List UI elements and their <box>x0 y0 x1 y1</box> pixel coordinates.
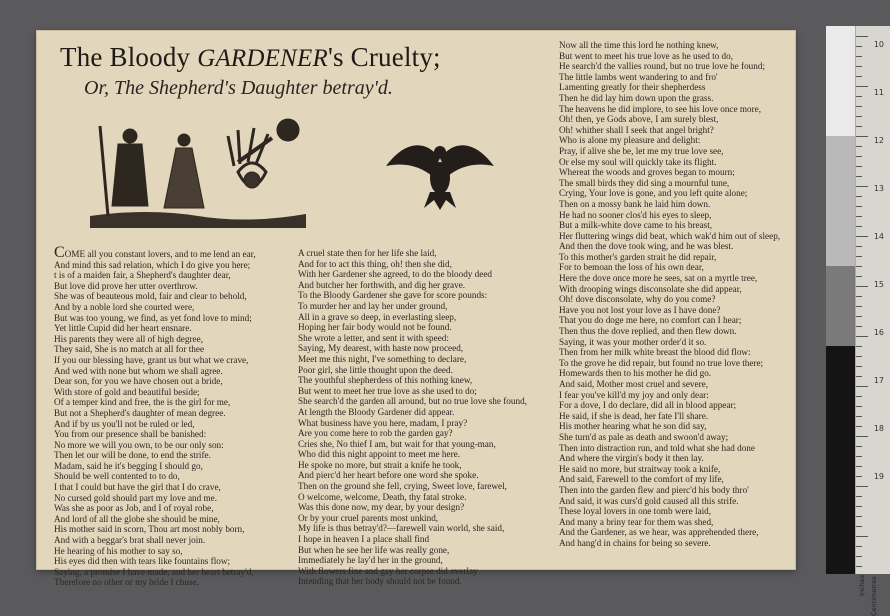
verse-line: Intending that her body should not be found. <box>298 576 462 587</box>
verse-line: The heavens he did implore, to see his love once more, <box>559 103 762 114</box>
verse-line: Are you come here to rob the garden gay? <box>298 428 453 439</box>
verse-line: Therefore no other or my bride I chuse. <box>54 577 199 588</box>
ruler-tick <box>856 56 862 57</box>
verse-line: He had no sooner clos'd his eyes to sleep, <box>559 209 712 220</box>
verse-line: Poor girl, she little thought upon the deed. <box>298 364 453 375</box>
verse-line: Oh! then, ye Gods above, I am surely blest, <box>559 114 719 125</box>
ruler-tick <box>856 66 862 67</box>
ruler-tick <box>856 266 862 267</box>
verse-line: He hearing of his mother to say so, <box>54 545 183 556</box>
verse-line: Should be well contented to to do, <box>54 471 180 482</box>
eagle-ornament <box>384 128 496 212</box>
verse-line: But not a Shepherd's daughter of mean degree. <box>54 407 226 418</box>
ruler-tick <box>856 106 862 107</box>
ruler-tick <box>856 246 862 247</box>
measuring-ruler <box>855 26 890 616</box>
verse-line: A cruel state then for her life she laid, <box>298 248 437 258</box>
verse-line: Homewards then to his mother he did go. <box>559 368 712 379</box>
verse-line: He spoke no more, but strait a knife he took, <box>298 459 462 470</box>
ruler-tick <box>856 406 862 407</box>
ruler-tick <box>856 316 862 317</box>
verse-line: Dear son, for you we have chosen out a bride, <box>54 376 223 387</box>
ruler-unit-cm: Centimetres <box>870 576 878 616</box>
ruler-tick <box>856 76 862 77</box>
woodcut-illustration <box>88 116 308 228</box>
ruler-tick <box>856 506 862 507</box>
verse-line: And lord of all the globe she should be mine, <box>54 513 220 524</box>
verse-line: Now all the time this lord he nothing knew, <box>559 40 719 50</box>
ruler-tick <box>856 116 862 117</box>
verse-line: The little lambs went wandering to and fro' <box>559 71 718 82</box>
ruler-tick <box>856 226 862 227</box>
verse-line: His parents they were all of high degree, <box>54 333 203 344</box>
ballad-column-2 <box>298 248 553 587</box>
verse-line: She turn'd as pale as death and swoon'd away; <box>559 431 729 442</box>
verse-line: And hang'd in chains for being so severe. <box>559 537 711 548</box>
ruler-tick <box>856 306 862 307</box>
verse-line: His mother said in scorn, Thou art most nobly born, <box>54 524 245 535</box>
ruler-number: 18 <box>873 424 884 433</box>
ruler-tick <box>856 366 862 367</box>
verse-line: Saying, My dearest, with haste now proceed, <box>298 343 464 354</box>
verse-line: COME all you constant lovers, and to me lend an ear, <box>54 244 256 261</box>
verse-line: Oh! whither shall I seek that angel bright? <box>559 124 714 135</box>
verse-line: These loyal lovers in one tomb were laid, <box>559 506 712 517</box>
verse-line: And if by us you'll not be ruled or led, <box>54 418 195 429</box>
verse-line: To this mother's garden strait he did repair, <box>559 251 717 262</box>
verse-line: She was of beauteous mold, fair and clear to behold, <box>54 291 247 302</box>
verse-line: I fear you've kill'd my joy and only dear: <box>559 389 709 400</box>
ruler-tick <box>856 456 862 457</box>
ruler-tick <box>856 86 868 87</box>
ruler-tick <box>856 466 862 467</box>
ballad-column-1 <box>54 244 304 588</box>
ruler-tick <box>856 526 862 527</box>
verse-line: I hope in heaven I a place shall find <box>298 534 430 545</box>
verse-line: To murder her and lay her under ground, <box>298 300 448 311</box>
verse-line: With flowers fine and gay her corpse did overlay <box>298 565 478 576</box>
ruler-tick <box>856 566 862 567</box>
ruler-tick <box>856 336 868 337</box>
ruler-tick <box>856 556 862 557</box>
verse-line: He said, if she is dead, her fate I'll share. <box>559 410 709 421</box>
verse-line: t is of a maiden fair, a Shepherd's daughter dear, <box>54 270 231 281</box>
ruler-tick <box>856 126 862 127</box>
page-subtitle: Or, The Shepherd's Daughter betray'd. <box>84 77 393 99</box>
verse-line: No more we will you own, to be our only son: <box>54 439 224 450</box>
verse-line: O welcome, welcome, Death, thy fatal stroke. <box>298 491 467 502</box>
ruler-unit-inches: Inches <box>858 574 866 596</box>
ruler-tick <box>856 256 862 257</box>
verse-line: I that I could but have the girl that I do crave, <box>54 482 221 493</box>
verse-line: Cries she, No thief I am, but wait for that young-man, <box>298 438 496 449</box>
verse-line: But was too young, we find, as yet fond love to mind; <box>54 312 252 323</box>
verse-line: All in a grave so deep, in everlasting sleep, <box>298 311 457 322</box>
ruler-tick <box>856 296 862 297</box>
ruler-tick <box>856 136 868 137</box>
ruler-tick <box>856 46 862 47</box>
ruler-number: 15 <box>873 280 884 289</box>
ruler-tick <box>856 426 862 427</box>
ruler-tick <box>856 496 862 497</box>
verse-line: Lamenting greatly for their shepherdess <box>559 82 706 93</box>
ruler-tick <box>856 446 862 447</box>
ruler-number: 13 <box>873 184 884 193</box>
verse-line: Crying, Your love is gone, and you left quite alone; <box>559 188 748 199</box>
verse-line: Then let our will be done, to end the strife. <box>54 450 211 461</box>
verse-line: And butcher her forthwith, and dig her grave. <box>298 279 466 290</box>
verse-line: Then thus the dove replied, and then flew down. <box>559 326 737 337</box>
verse-line: Meet me this night, I've something to declare, <box>298 353 467 364</box>
ruler-tick <box>856 196 862 197</box>
verse-line: With her Gardener she agreed, to do the bloody deed <box>298 269 493 280</box>
ruler-number: 11 <box>873 88 884 97</box>
ruler-number: 12 <box>873 136 884 145</box>
ruler-tick <box>856 166 862 167</box>
ruler-tick <box>856 286 868 287</box>
verse-line: But love did prove her utter overthrow. <box>54 280 198 291</box>
ruler-tick <box>856 546 862 547</box>
ruler-tick <box>856 96 862 97</box>
verse-line: And with a beggar's brat shall never join. <box>54 535 206 546</box>
ruler-tick <box>856 476 862 477</box>
verse-line: And by a noble lord she courted were, <box>54 301 195 312</box>
verse-line: Saying, it was your mother order'd it so. <box>559 336 707 347</box>
ruler-tick <box>856 356 862 357</box>
ruler-tick <box>856 236 868 237</box>
verse-line: But when he see her life was really gone, <box>298 544 450 555</box>
verse-line: Her fluttering wings did beat, which wak'd him out of sleep, <box>559 230 781 241</box>
verse-line: Then on the ground she fell, crying, Sweet love, farewel, <box>298 481 507 492</box>
ruler-tick <box>856 176 862 177</box>
verse-line: Yet little Cupid did her heart ensnare. <box>54 323 192 334</box>
ruler-tick <box>856 326 862 327</box>
verse-line: And the Gardener, as we hear, was apprehended there, <box>559 527 759 538</box>
ruler-tick <box>856 36 868 37</box>
ruler-tick <box>856 156 862 157</box>
verse-line: Then into distraction run, and told what she had done <box>559 442 755 453</box>
verse-line: The youthful shepherdess of this nothing knew, <box>298 375 473 386</box>
verse-line: Who did this night appoint to meet me here. <box>298 449 461 460</box>
broadside-sheet <box>36 30 796 588</box>
verse-line: Then into the garden flew and pierc'd his body thro' <box>559 484 749 495</box>
verse-line: If you our blessing have, grant us but what we crave, <box>54 354 249 365</box>
verse-line: For a dove, I do declare, did all in blood appear; <box>559 400 737 411</box>
verse-line: Then from her milk white breast the blood did flow: <box>559 347 751 358</box>
verse-line: His mother hearing what he son did say, <box>559 421 707 432</box>
verse-line: Hoping her fair body would not be found. <box>298 322 452 333</box>
ruler-number: 16 <box>873 328 884 337</box>
verse-line: But went to meet his true love as he used to do, <box>559 50 734 61</box>
verse-line: Of a temper kind and free, the is the girl for me, <box>54 397 231 408</box>
verse-line: And many a briny tear for them was shed, <box>559 516 714 527</box>
ruler-tick <box>856 216 862 217</box>
verse-line: She wrote a letter, and sent it with speed: <box>298 332 449 343</box>
verse-line: And mind this sad relation, which I do give you here; <box>54 259 251 270</box>
ruler-number: 17 <box>873 376 884 385</box>
verse-line: And then the dove took wing, and he was blest. <box>559 241 734 252</box>
verse-line: Or else my soul will quickly take its flight. <box>559 156 717 167</box>
verse-line: And wed with none but whom we shall agree. <box>54 365 223 376</box>
verse-line: Pray, if alive she be, let me my true love see, <box>559 145 724 156</box>
verse-line: Or by your cruel parents most unkind, <box>298 512 439 523</box>
verse-line: He search'd the vallies round, but no true love he found; <box>559 61 766 72</box>
ruler-tick <box>856 396 862 397</box>
verse-line: But went to meet her true love as she used to do; <box>298 385 477 396</box>
verse-line: His eyes did then with tears like fountains flow; <box>54 556 231 567</box>
verse-line: With store of gold and beautiful beside; <box>54 386 200 397</box>
ruler-tick <box>856 436 868 437</box>
ruler-number: 10 <box>873 40 884 49</box>
verse-line: And said, Farewell to the comfort of my life, <box>559 474 724 485</box>
verse-line: Have you not lost your love as I have done? <box>559 304 721 315</box>
verse-line: With drooping wings disconsolate she did appear, <box>559 283 742 294</box>
verse-line: Who is alone my pleasure and delight: <box>559 135 701 146</box>
verse-line: That you do doge me here, no comfort can I hear; <box>559 315 742 326</box>
verse-line: And said, Mother most cruel and severe, <box>559 379 709 389</box>
verse-line: Here the dove once more he sees, sat on a myrtle tree, <box>559 273 758 284</box>
verse-line: My life is thus betray'd?—farewell vain world, she said, <box>298 523 505 534</box>
ruler-tick <box>856 186 868 187</box>
verse-line: No cursed gold should part my love and me. <box>54 492 218 503</box>
verse-line: And where the virgin's body it then lay. <box>559 453 704 464</box>
ruler-number: 19 <box>873 472 884 481</box>
verse-line: Madam, said he it's begging I should go, <box>54 460 203 471</box>
ruler-tick <box>856 386 868 387</box>
verse-line: You from our presence shall be banished: <box>54 429 207 440</box>
verse-line: And for to act this thing, oh! then she did, <box>298 258 452 269</box>
ruler-tick <box>856 486 868 487</box>
verse-line: Was she as poor as Job, and I of royal robe, <box>54 503 214 514</box>
verse-line: They said, She is no match at all for thee <box>54 344 205 355</box>
verse-line: For to bemoan the loss of his own dear, <box>559 262 704 273</box>
verse-line: He said no more, but straitway took a knife, <box>559 463 721 474</box>
ruler-tick <box>856 206 862 207</box>
verse-line: At length the Bloody Gardener did appear. <box>298 406 455 417</box>
verse-line: She search'd the garden all around, but no true love she found, <box>298 396 527 407</box>
ruler-tick <box>856 376 862 377</box>
verse-line: Saying, a promise I have made, and her heart betray'd, <box>54 566 254 577</box>
verse-line: Was this done now, my dear, by your design? <box>298 502 465 513</box>
verse-line: Oh! dove disconsolate, why do you come? <box>559 294 716 305</box>
verse-line: Whereat the woods and groves began to mourn; <box>559 167 735 178</box>
ruler-tick <box>856 146 862 147</box>
verse-line: What business have you here, madam, I pray? <box>298 417 468 428</box>
ballad-column-3 <box>559 40 795 549</box>
ruler-tick <box>856 536 868 537</box>
verse-line: But a milk-white dove came to his breast, <box>559 220 713 231</box>
ruler-tick <box>856 276 862 277</box>
page-title: The Bloody GARDENER's Cruelty; <box>60 42 441 72</box>
verse-line: The small birds they did sing a mournful tune, <box>559 177 730 188</box>
verse-line: And said, it was curs'd gold caused all this strife. <box>559 495 739 506</box>
verse-line: And pierc'd her heart before one word she spoke. <box>298 470 479 481</box>
ruler-number: 14 <box>873 232 884 241</box>
ruler-tick <box>856 346 862 347</box>
verse-line: Then he did lay him down upon the grass. <box>559 92 714 103</box>
verse-line: To the grove he did repair, but found no true love there; <box>559 357 764 368</box>
ruler-tick <box>856 416 862 417</box>
ruler-tick <box>856 516 862 517</box>
verse-line: Immediately he lay'd her in the ground, <box>298 555 443 566</box>
verse-line: Then on a mossy bank he laid him down. <box>559 198 711 209</box>
verse-line: To the Bloody Gardener she gave for score pounds: <box>298 290 488 301</box>
